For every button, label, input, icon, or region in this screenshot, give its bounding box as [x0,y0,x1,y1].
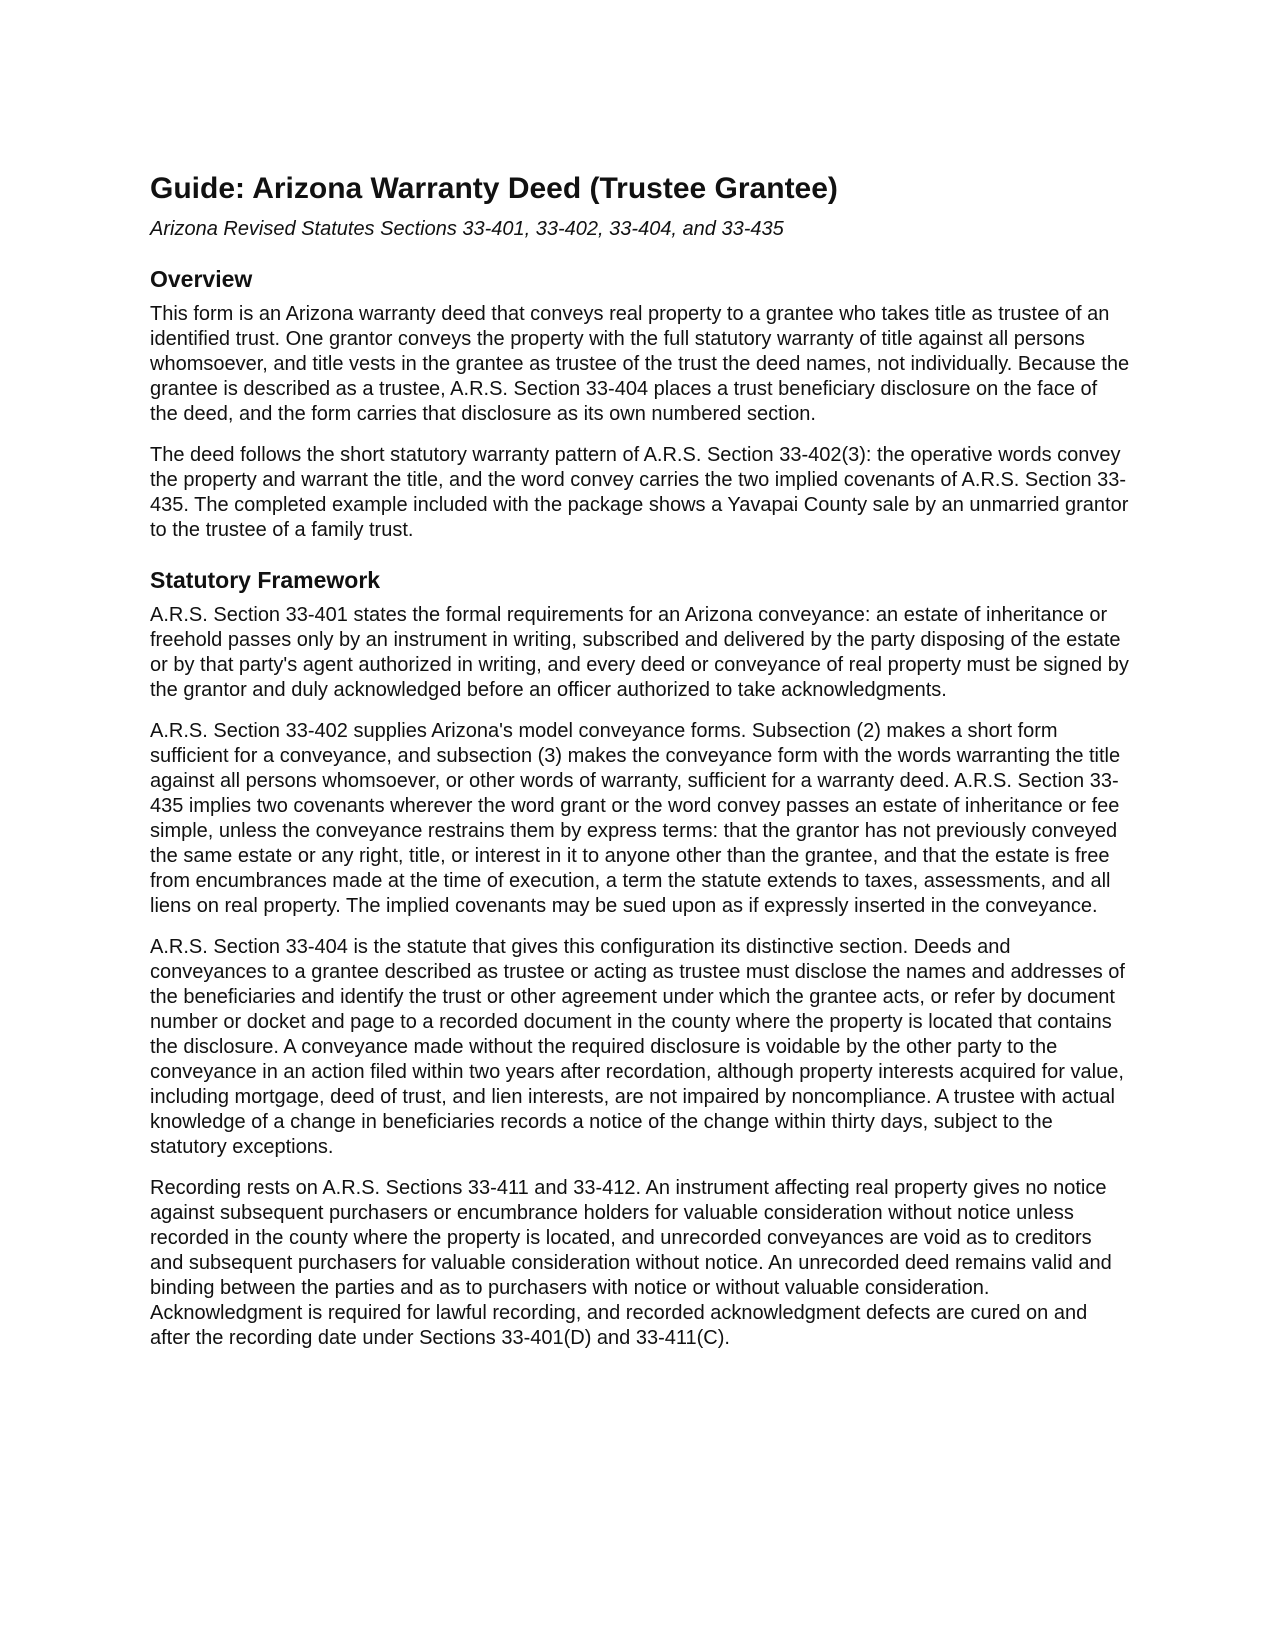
section-statutory-framework [150,565,1130,1351]
paragraph: A.R.S. Section 33-404 is the statute that gives this configuration its distinctive section. Deeds and conveyances to a grantee described as trustee or acting as trustee must disclose the names and addresses of the beneficiaries and identify the trust or other agreement under which the grantee acts, or refer by document number or docket and page to a recorded document in the county where the property is located that contains the disclosure. A conveyance made without the required disclosure is voidable by the other party to the conveyance in an action filed within two years after recordation, although property interests acquired for value, including mortgage, deed of trust, and lien interests, are not impaired by noncompliance. A trustee with actual knowledge of a change in beneficiaries records a notice of the change within thirty days, subject to the statutory exceptions. [150,936,1125,1158]
document-title: Guide: Arizona Warranty Deed (Trustee Grantee) [150,172,838,205]
document-page [150,170,1130,1367]
paragraph: Recording rests on A.R.S. Sections 33-411 and 33-412. An instrument affecting real property gives no notice against subsequent purchasers or encumbrance holders for valuable consideration without notice unless recorded in the county where the property is located, and unrecorded conveyances are void as to creditors and subsequent purchasers for valuable consideration without notice. An unrecorded deed remains valid and binding between the parties and as to purchasers with notice or without valuable consideration. Acknowledgment is required for lawful recording, and recorded acknowledgment defects are cured on and after the recording date under Sections 33-401(D) and 33-411(C). [150,1177,1112,1349]
paragraph: A.R.S. Section 33-401 states the formal requirements for an Arizona conveyance: an estate of inheritance or freehold passes only by an instrument in writing, subscribed and delivered by the party disposing of the estate or by that party's agent authorized in writing, and every deed or conveyance of real property must be signed by the grantor and duly acknowledged before an officer authorized to take acknowledgments. [150,604,1129,701]
section-heading: Statutory Framework [150,567,381,593]
paragraph: The deed follows the short statutory warranty pattern of A.R.S. Section 33-402(3): the operative words convey the property and warrant the title, and the word convey carries the two implied covenants of A.R.S. Section 33-435. The completed example included with the package shows a Yavapai County sale by an unmarried grantor to the trustee of a family trust. [150,444,1129,541]
document-subtitle: Arizona Revised Statutes Sections 33-401, 33-402, 33-404, and 33-435 [150,218,784,240]
paragraph: This form is an Arizona warranty deed that conveys real property to a grantee who takes title as trustee of an identified trust. One grantor conveys the property with the full statutory warranty of title against all persons whomsoever, and title vests in the grantee as trustee of the trust the deed names, not individually. Because the grantee is described as a trustee, A.R.S. Section 33-404 places a trust beneficiary disclosure on the face of the deed, and the form carries that disclosure as its own numbered section. [150,303,1130,425]
paragraph: A.R.S. Section 33-402 supplies Arizona's model conveyance forms. Subsection (2) makes a short form sufficient for a conveyance, and subsection (3) makes the conveyance form with the words warranting the title against all persons whomsoever, or other words of warranty, sufficient for a warranty deed. A.R.S. Section 33-435 implies two covenants wherever the word grant or the word convey passes an estate of inheritance or fee simple, unless the conveyance restrains them by express terms: that the grantor has not previously conveyed the same estate or any right, title, or interest in it to anyone other than the grantee, and that the estate is free from encumbrances made at the time of execution, a term the statute extends to taxes, assessments, and all liens on real property. The implied covenants may be sued upon as if expressly inserted in the conveyance. [150,720,1121,917]
section-overview [150,264,1130,543]
section-heading: Overview [150,266,253,292]
